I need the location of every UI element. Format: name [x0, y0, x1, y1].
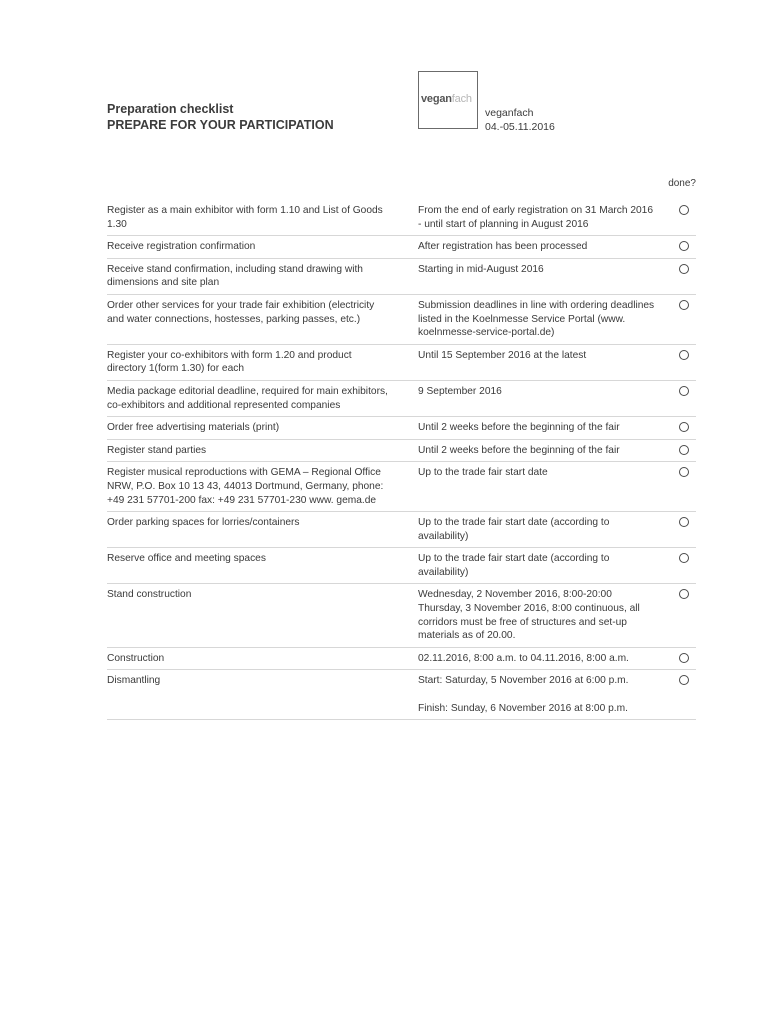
deadline-text: Until 15 September 2016 at the latest: [418, 349, 587, 361]
done-cell: [659, 674, 696, 715]
done-checkbox[interactable]: [679, 589, 689, 599]
deadline-text: Up to the trade fair start date (according to availability): [418, 553, 610, 578]
task-text: Receive stand confirmation, including stand drawing with dimensions and site plan: [107, 263, 363, 289]
deadline-cell: [401, 516, 659, 543]
deadline-text: Until 2 weeks before the beginning of the fair: [418, 444, 620, 456]
deadline-text: Wednesday, 2 November 2016, 8:00-20:00 Thursday, 3 November 2016, 8:00 continuous, all corridors must be free of structures and set-up materials as of 20.00.: [418, 589, 640, 642]
logo-wordmark: [421, 93, 472, 105]
deadline-text: 02.11.2016, 8:00 a.m. to 04.11.2016, 8:00 a.m.: [418, 652, 629, 664]
checklist-row: [107, 648, 696, 671]
checklist-row: [107, 440, 696, 463]
done-cell: [659, 299, 696, 340]
done-checkbox[interactable]: [679, 445, 689, 455]
done-cell: [659, 588, 696, 642]
deadline-text: From the end of early registration on 31 March 2016 - until start of planning in August 2016: [418, 205, 654, 230]
checklist-row: [107, 200, 696, 236]
task-text: Dismantling: [107, 675, 161, 687]
event-dates: 04.-05.11.2016: [485, 121, 555, 133]
task-text: Register your co-exhibitors with form 1.20 and product directory 1(form 1.30) for each: [107, 349, 352, 375]
done-checkbox[interactable]: [679, 350, 689, 360]
task-text: Order parking spaces for lorries/containers: [107, 517, 300, 529]
done-cell: [659, 349, 696, 376]
done-column-label: done?: [668, 178, 696, 189]
done-cell: [659, 240, 696, 254]
done-cell: [659, 385, 696, 412]
checklist-subtitle: PREPARE FOR YOUR PARTICIPATION: [107, 118, 334, 132]
event-info: [485, 106, 555, 134]
done-checkbox[interactable]: [679, 653, 689, 663]
deadline-cell: [401, 588, 659, 642]
task-text: Reserve office and meeting spaces: [107, 553, 266, 565]
task-text: Construction: [107, 652, 165, 664]
done-cell: [659, 652, 696, 666]
deadline-cell: [401, 674, 659, 715]
logo-strong-text: vegan: [421, 93, 452, 105]
done-checkbox[interactable]: [679, 241, 689, 251]
event-name: veganfach: [485, 107, 534, 119]
deadline-text: Submission deadlines in line with ordering deadlines listed in the Koelnmesse Service Portal (www. koelnmesse-service-portal.de): [418, 299, 655, 339]
deadline-cell: [401, 240, 659, 254]
done-cell: [659, 516, 696, 543]
deadline-text: Up to the trade fair start date: [418, 467, 548, 479]
checklist-row: [107, 670, 696, 720]
done-cell: [659, 466, 696, 507]
deadline-cell: [401, 421, 659, 435]
logo-light-text: fach: [451, 93, 472, 105]
task-text: Order free advertising materials (print): [107, 422, 280, 434]
done-checkbox[interactable]: [679, 675, 689, 685]
checklist-table: [107, 200, 696, 720]
checklist-title: Preparation checklist: [107, 102, 234, 116]
deadline-text: Starting in mid-August 2016: [418, 263, 544, 275]
done-cell: [659, 263, 696, 290]
deadline-text: Until 2 weeks before the beginning of the fair: [418, 422, 620, 434]
deadline-cell: [401, 299, 659, 340]
checklist-row: [107, 548, 696, 584]
checklist-row: [107, 584, 696, 647]
checklist-row: [107, 236, 696, 259]
deadline-text: After registration has been processed: [418, 241, 588, 253]
checklist-row: [107, 381, 696, 417]
done-checkbox[interactable]: [679, 300, 689, 310]
done-checkbox[interactable]: [679, 553, 689, 563]
done-checkbox[interactable]: [679, 517, 689, 527]
task-text: Register as a main exhibitor with form 1.10 and List of Goods 1.30: [107, 205, 383, 230]
done-cell: [659, 552, 696, 579]
task-text: Media package editorial deadline, required for main exhibitors, co-exhibitors and additional represented companies: [107, 385, 388, 411]
deadline-cell: [401, 263, 659, 290]
deadline-cell: [401, 552, 659, 579]
task-text: Stand construction: [107, 589, 192, 601]
checklist-row: [107, 295, 696, 345]
done-checkbox[interactable]: [679, 467, 689, 477]
task-text: Receive registration confirmation: [107, 241, 256, 253]
deadline-cell: [401, 444, 659, 458]
done-cell: [659, 204, 696, 231]
deadline-cell: [401, 349, 659, 376]
deadline-extra-text: Finish: Sunday, 6 November 2016 at 8:00 p.m.: [418, 702, 628, 714]
checklist-row: [107, 345, 696, 381]
checklist-row: [107, 512, 696, 548]
task-text: Register stand parties: [107, 444, 207, 456]
task-text: Order other services for your trade fair exhibition (electricity and water connections, hostesses, parking passes, etc.): [107, 299, 375, 325]
veganfach-logo: [418, 71, 478, 129]
deadline-cell: [401, 204, 659, 231]
task-text: Register musical reproductions with GEMA – Regional Office NRW, P.O. Box 10 13 43, 44013 Dortmund, Germany, phone: +49 231 57701-200 fax: +49 231 57701-230 www. gema.de: [107, 467, 384, 506]
deadline-text: Up to the trade fair start date (according to availability): [418, 517, 610, 542]
done-checkbox[interactable]: [679, 386, 689, 396]
done-cell: [659, 421, 696, 435]
done-cell: [659, 444, 696, 458]
page-title: [107, 101, 334, 133]
deadline-cell: [401, 652, 659, 666]
checklist-row: [107, 417, 696, 440]
done-checkbox[interactable]: [679, 422, 689, 432]
done-checkbox[interactable]: [679, 205, 689, 215]
deadline-text: 9 September 2016: [418, 385, 502, 397]
done-checkbox[interactable]: [679, 264, 689, 274]
deadline-cell: [401, 466, 659, 507]
deadline-text: Start: Saturday, 5 November 2016 at 6:00 p.m.: [418, 675, 629, 687]
checklist-row: [107, 462, 696, 512]
checklist-row: [107, 259, 696, 295]
deadline-cell: [401, 385, 659, 412]
